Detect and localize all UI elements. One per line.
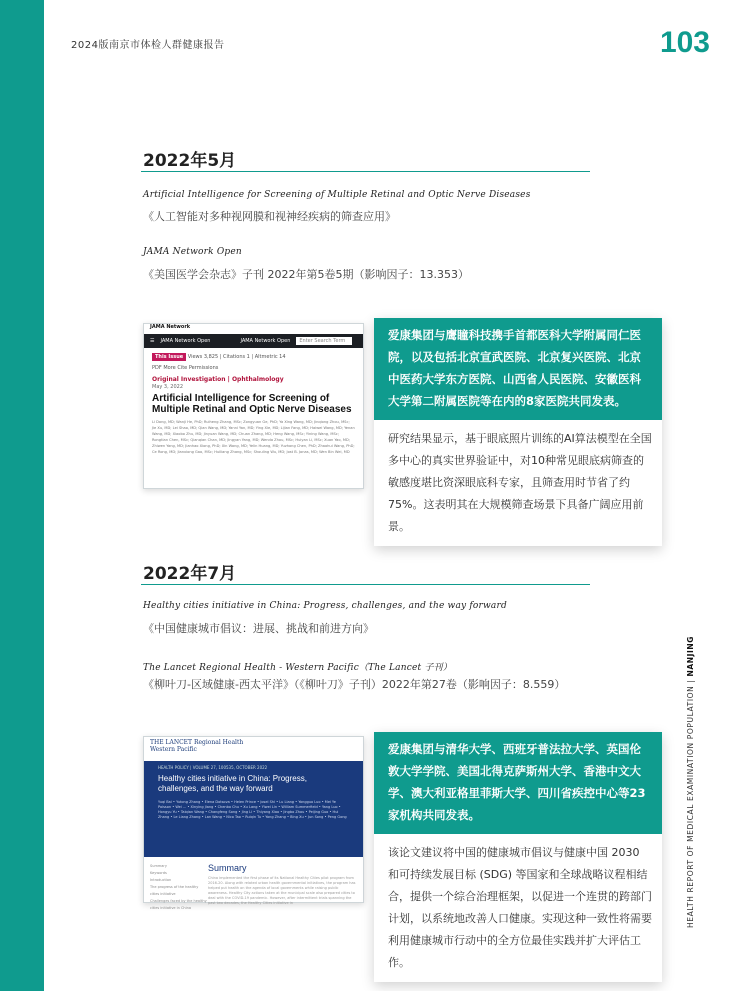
card-head-1: 爱康集团与鹰瞳科技携手首都医科大学附属同仁医院，以及包括北京宣武医院、北京复兴医院、北京中医药大学东方医院、山西省人民医院、安徽医科大学第二附属医院等在内的8家医院共同发表。 [374, 318, 662, 420]
thumb2-summary-heading: Summary [208, 863, 247, 873]
section-rule-2 [141, 584, 590, 585]
thumb2-brand-line2: Western Pacific [150, 746, 197, 753]
paper-title-cn-1: 《人工智能对多种视网膜和视神经疾病的筛查应用》 [143, 210, 396, 223]
thumb2-summary-text: China implemented the first phase of its National Healthy Cities pilot program from 2016-20. Along with related urban health governmental initiatives, the program has helped put health on the agenda of local governments while raising public awareness. Healthy City actions taken at the municipal scale also prepared cities to deal with the COVID-19 pandemic. However, after intermittent trials spanning the past two decades, the Healthy Cities initiative in [208, 876, 356, 905]
thumb-brand: JAMA Network [144, 324, 363, 334]
jama-article-screenshot [143, 323, 364, 489]
journal-cn-1: 《美国医学会杂志》子刊 2022年第5卷5期（影响因子：13.353） [143, 268, 469, 281]
thumb2-hero [144, 761, 363, 857]
journal-en-2: The Lancet Regional Health - Western Pacific（The Lancet 子刊） [143, 663, 452, 673]
thumb-bar-mid: JAMA Network Open [240, 338, 291, 344]
summary-card-1 [374, 318, 662, 546]
thumb2-kicker: HEALTH POLICY | VOLUME 27, 100535, OCTOBER 2022 [158, 765, 268, 770]
section-date-2: 2022年7月 [143, 564, 237, 584]
thumb-kicker: Original Investigation | Ophthalmology [152, 376, 284, 383]
thumb2-toc-item: The progress of the healthy cities initiative [150, 885, 199, 896]
summary-card-2 [374, 732, 662, 982]
section-date-1: 2022年5月 [143, 151, 237, 171]
thumb-headline: Artificial Intelligence for Screening of Multiple Retinal and Optic Nerve Diseases [152, 393, 352, 415]
thumb2-brand [144, 737, 363, 761]
thumb2-summary [208, 863, 357, 912]
card-head-2: 爱康集团与清华大学、西班牙普法拉大学、英国伦敦大学学院、美国北得克萨斯州大学、香港中文大学、澳大利亚格里菲斯大学、四川省疾控中心等23家机构共同发表。 [374, 732, 662, 834]
side-caption-prefix: HEALTH REPORT OF MEDICAL EXAMINATION POPULATION | [686, 676, 695, 928]
section-rule-1 [141, 171, 590, 172]
thumb-nav-bar [144, 334, 363, 348]
thumb2-toc [150, 863, 208, 912]
paper-title-en-1: Artificial Intelligence for Screening of Multiple Retinal and Optic Nerve Diseases [143, 190, 531, 200]
journal-en-1: JAMA Network Open [143, 247, 242, 257]
thumb2-authors: Yuqi Bai • Yutong Zhang • Elena Dotsova • Helen Prince • Josel Shi • Lu Liang • Yongguo Luo • Mei Ye Poisson • Wei ... • Xinying Jiang • Chenbo Chu • Xu Lang • Yiwei Lin • William Summerfield • Yang Luo • Hongyu Yu • Taiqian Wang • Changfeng Song • Jing Li • Thiyang Xiao • Jingbo Zhou • Peijing Guo • Hui Zhang • Le Liang Zhang • Lan Wang • Nico Tao • Ruiqin Tu • Yong Zhang • Bing Xu • Jun Song • Peng Gong [158, 800, 347, 819]
thumb2-toc-item: Summary [150, 864, 167, 868]
thumb-authors: Li Dong, MD; Wanji He, PhD; Ruiheng Zhang, MSc; Zongyuan Ge, PhD; Ya Xing Wang, MD; Jinqiong Zhou, MSc; Jie Xu, MD; Lei Shao, MD; Qian Wang, MD; Yanni Yan, MD; Ying Xie, MD; Lijian Fang, MD; Haiwei Wang, MD; Yenan Wang, MD; Xiaobo Zhu, MD; Jinyuan Wang, MD; Chuan Zhang, MD; Heng Wang, MSc; Yining Wang, MSc; Rongtian Chen, MSc; Qianqian Chan, MD; Jingyan Yang, MD; Wenda Zhou, MSc; Huiyan Li, MSc; Xuan Yao, MD; Zhiwen Yang, MD; Jianhao Xiong, PhD; Xin Wang, MD; Yelin Huang, MD; Yuzhong Chen, PhD; Zhaohui Wang, PhD; Ce Rong, MD; Jianxiong Gao, MSc; Huiliang Zhang, MSc; Shouling Wu, MD; Jost B. Jonas, MD; Wen Bin Wei, MD [152, 420, 355, 454]
lancet-article-screenshot [143, 736, 364, 910]
paper-title-cn-2: 《中国健康城市倡议：进展、挑战和前进方向》 [143, 622, 374, 635]
thumb-bar-left: JAMA Network Open [160, 338, 211, 344]
thumb2-toc-item: Challenges faced by the healthy cities initiative in China [150, 899, 207, 910]
left-accent-bar [0, 0, 44, 991]
thumb2-headline: Healthy cities initiative in China: Progress, challenges, and the way forward [158, 774, 307, 793]
page-number: 103 [659, 26, 710, 59]
thumb-date: May 3, 2022 [152, 384, 184, 390]
journal-cn-2: 《柳叶刀-区域健康-西太平洋》（《柳叶刀》子刊）2022年第27卷（影响因子：8.559） [143, 678, 566, 691]
thumb2-brand-line1: THE LANCET Regional Health [150, 739, 244, 746]
thumb2-toc-item: Introduction [150, 878, 172, 882]
thumb-tools: PDF More Cite Permissions [152, 365, 219, 371]
side-caption [686, 635, 695, 928]
thumb-this-issue: This Issue [152, 353, 186, 361]
thumb-stats: Views 3,825 | Citations 1 | Altmetric 14 [187, 354, 286, 360]
menu-icon: ☰ [150, 338, 155, 344]
thumb-search: Enter Search Term [296, 337, 352, 345]
side-caption-city: NANJING [686, 635, 695, 677]
card-body-1: 研究结果显示，基于眼底照片训练的AI算法模型在全国多中心的真实世界验证中，对10种常见眼底病筛查的敏感度堪比资深眼底科专家，且筛查用时节省了约75%。这表明其在大规模筛查场景下具备广阔应用前景。 [388, 432, 652, 533]
thumb2-toc-item: Keywords [150, 871, 167, 875]
paper-title-en-2: Healthy cities initiative in China: Progress, challenges, and the way forward [143, 601, 507, 611]
report-title: 2024版南京市体检人群健康报告 [71, 40, 225, 51]
thumb2-body [144, 857, 363, 918]
card-body-2: 该论文建议将中国的健康城市倡议与健康中国 2030 和可持续发展目标 (SDG) 等国家和全球战略议程相结合，提供一个综合治理框架，以促进一个连贯的跨部门计划，以系统地改善人口健康。实现这种一致性将需要利用健康城市行动中的全方位最佳实践并扩大评估工作。 [388, 846, 652, 969]
